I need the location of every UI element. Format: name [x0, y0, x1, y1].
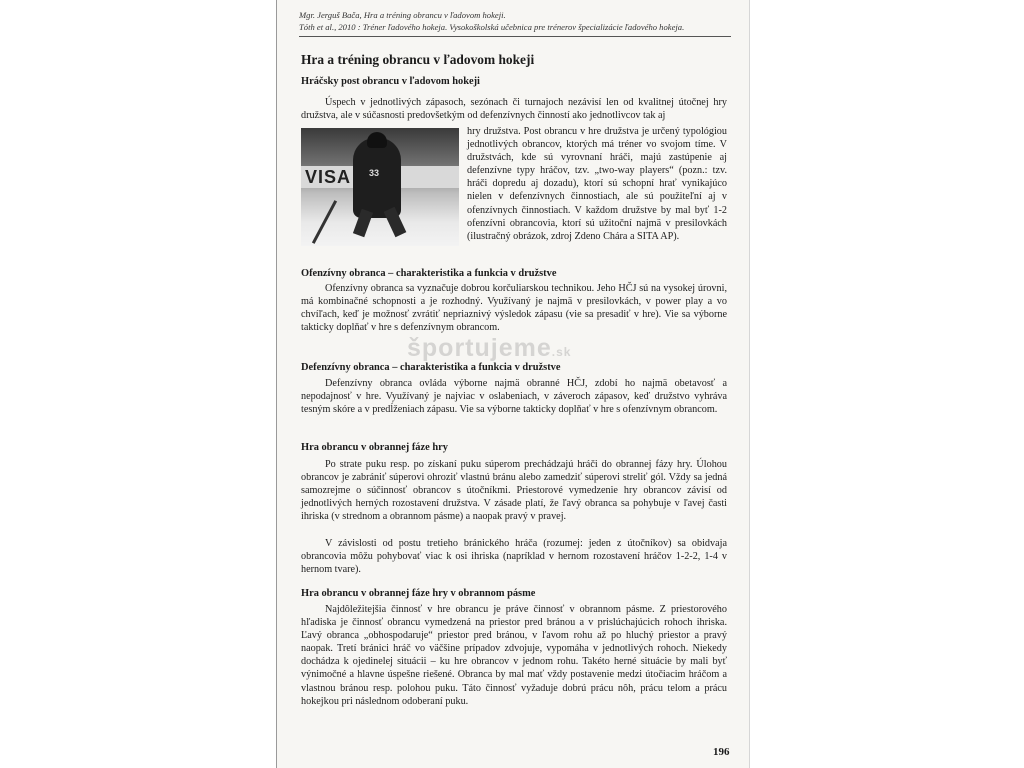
header-rule [299, 36, 731, 37]
page-title: Hra a tréning obrancu v ľadovom hokeji [301, 52, 535, 67]
section-heading-defensive-phase: Hra obrancu v obrannej fáze hry [301, 442, 448, 453]
hockey-player-photo [301, 128, 459, 246]
running-head [299, 9, 729, 33]
hockey-stick [312, 200, 337, 244]
paragraph-defensive-zone: Najdôležitejšia činnosť v hre obrancu je práve činnosť v obrannom pásme. Z priestorového hľadiska je činnosť obrancu vymedzená na priestor pred bránou a v prislúchajúcich rohoch ihriska. Ľavý obranca „obhospodaruje“ priestor pred bránou, v ľavom rohu až po hluchý priestor a pravý naopak. Tretí bránici hráč vo väčšine prípadov zdvojuje, vypomáha v jednotlivých rohoch. Niekedy dochádza k ojedinelej situácii – ku hre obrancov v jednom rohu. Takéto herné situácie by mali byť výnimočné a hlavne úspešne riešené. Obranca by mal mať vždy postavenie medzi útočiacim hráčom a vlastnou bránou resp. polohou puku. Táto činnosť vyžaduje dobrú prácu nôh, prácu telom a prácu hokejkou pri následnom odoberaní puku. [301, 604, 727, 707]
watermark-text: športujeme [407, 334, 552, 362]
watermark-suffix: .sk [551, 345, 572, 359]
book-page [276, 0, 750, 768]
jersey-number: 33 [369, 168, 380, 178]
paragraph-post-body: hry družstva. Post obrancu v hre družstva je určený typológiou jednotlivých obrancov, ktorých má tréner vo svojom tíme. V družstvách, kde sú vyrovnaní hráči, majú zastúpenie aj defenzívne typy hráčov, tzv. „two-way players“ (pozn.: tzv. hráči dopredu aj dozadu), ktorí sú schopní hrať vynikajúco nielen v defenzívnych činnostiach, ale sú použiteľní aj v ofenzívnych činnostiach. V každom družstve by mal byť 1-2 ofenzívni obrancovia, ktorí sú užitoční najmä v presilovkách (ilustračný obrázok, zdroj Zdeno Chára a SITA AP). [467, 126, 727, 242]
section-heading-post: Hráčsky post obrancu v ľadovom hokeji [301, 76, 480, 87]
watermark-logo [407, 334, 571, 363]
page-number: 196 [713, 746, 730, 758]
paragraph-defensive-phase-1: Po strate puku resp. po získaní puku súperom prechádzajú hráči do obrannej fázy hry. Úlohou obrancov je zabrániť súperovi ohroziť vlastnú bránu alebo zamedziť súperovi streliť gól. Vždy sa jedná samozrejme o súčinnosť obrancov s útočníkmi. Priestorové vymedzenie hry obrancov závisí od jednotlivých herných rozostavení družstva. V zásade platí, že ľavý obranca sa pohybuje v ľavej časti ihriska (v strednom a obrannom pásme) a naopak pravý v pravej. [301, 459, 727, 523]
board-advert-text: VISA [305, 167, 352, 187]
player-helmet [367, 132, 387, 148]
paragraph-defensive-phase-2: V závislosti od postu tretieho bránického hráča (rozumej: jeden z útočníkov) sa obidvaja obrancovia môžu pohybovať viac k osi ihriska (napríklad v hernom rozostavení hráčov 1-2-2, 1-4 v hernom tvare). [301, 538, 727, 576]
section-heading-defensive-zone: Hra obrancu v obrannej fáze hry v obrannom pásme [301, 588, 536, 599]
paragraph-post-intro: Úspech v jednotlivých zápasoch, sezónach či turnajoch nezávisí len od kvalitnej útočnej hry družstva, ale v súčasnosti predovšetkým od defenzívnych činností ako jednotlivcov tak aj [301, 97, 727, 122]
paragraph-offensive: Ofenzívny obranca sa vyznačuje dobrou korčuliarskou technikou. Jeho HČJ sú na vysokej úrovni, má kombinačné schopnosti a je rozhodný. Využívaný je najmä v presilovkách, v power play a vo chvíľach, keď je možnosť zvrátiť nepriaznivý výsledok zápasu (vie sa presadiť v hre). Vie sa výborne takticky doplňať v hre s defenzívnym obrancom. [301, 283, 727, 334]
running-head-line-2: Tóth et al., 2010 : Tréner ľadového hokeja. Vysokoškolská učebnica pre trénerov špecializácie ľadového hokeja. [299, 22, 685, 32]
section-heading-defensive: Defenzívny obranca – charakteristika a funkcia v družstve [301, 362, 561, 373]
running-head-line-1: Mgr. Jerguš Bača, Hra a tréning obrancu v ľadovom hokeji. [299, 10, 506, 20]
player-leg-right [384, 207, 407, 237]
section-heading-offensive: Ofenzívny obranca – charakteristika a funkcia v družstve [301, 268, 557, 279]
paragraph-defensive: Defenzívny obranca ovláda výborne najmä obranné HČJ, zdobí ho najmä obetavosť a nepodajnosť v hre. Využívaný je najviac v oslabeniach, v záveroch zápasov, keď družstvo vyhráva tesným skóre a v predĺženiach zápasu. Vie sa výborne takticky doplňať v hre s ofenzívnym obrancom. [301, 378, 727, 416]
